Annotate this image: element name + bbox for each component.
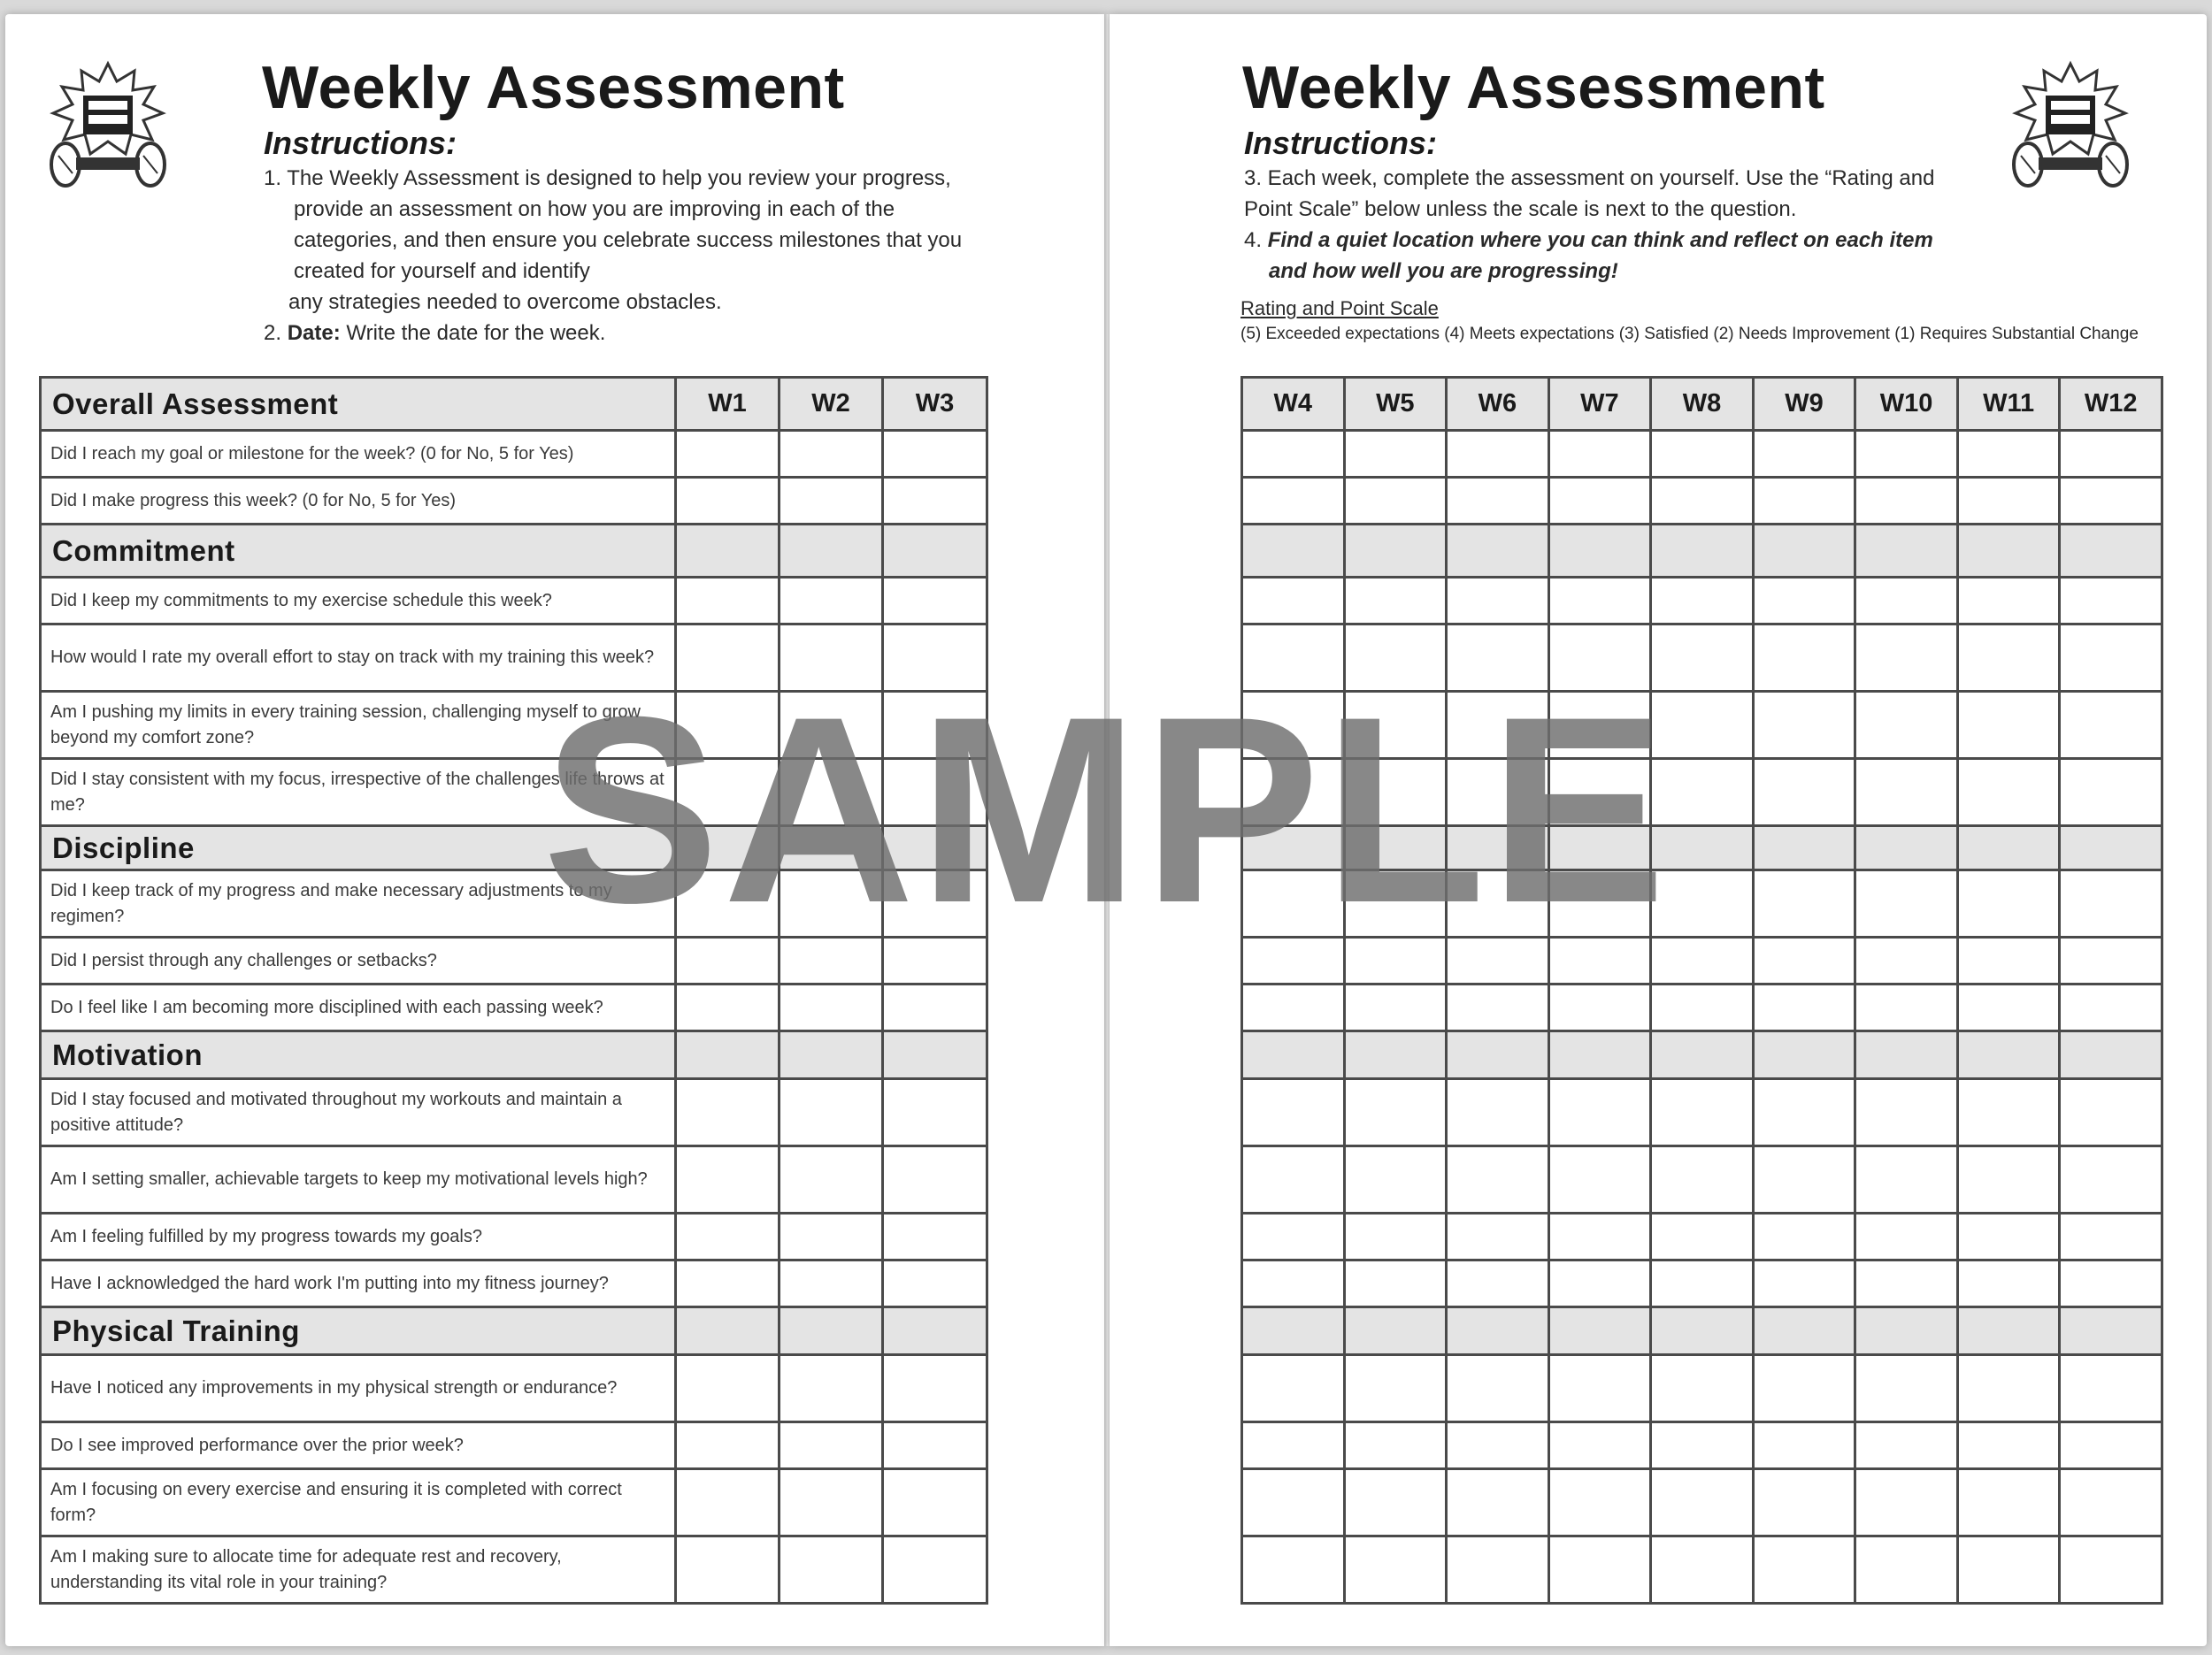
table-row xyxy=(1242,578,2162,624)
score-cell[interactable] xyxy=(1651,1355,1754,1422)
score-cell[interactable] xyxy=(1548,478,1651,525)
score-cell xyxy=(1548,525,1651,578)
score-cell xyxy=(1344,525,1447,578)
question-cell: Did I make progress this week? (0 for No, 5 for Yes) xyxy=(41,478,676,525)
score-cell xyxy=(1344,1307,1447,1355)
score-cell[interactable] xyxy=(1855,578,1958,624)
score-cell[interactable] xyxy=(1753,985,1855,1031)
score-cell[interactable] xyxy=(1855,1355,1958,1422)
score-cell[interactable] xyxy=(883,431,987,478)
score-cell xyxy=(1753,1307,1855,1355)
table-row xyxy=(41,478,987,525)
score-cell[interactable] xyxy=(676,1079,780,1146)
question-cell: Did I keep track of my progress and make necessary adjustments to my regimen? xyxy=(41,870,676,938)
table-row xyxy=(1242,478,2162,525)
score-cell[interactable] xyxy=(1344,1079,1447,1146)
score-cell xyxy=(1957,1307,2060,1355)
score-cell[interactable] xyxy=(2060,578,2162,624)
score-cell[interactable] xyxy=(1344,1355,1447,1422)
score-cell[interactable] xyxy=(1753,1469,1855,1536)
score-cell[interactable] xyxy=(883,1260,987,1307)
question-cell: Do I see improved performance over the prior week? xyxy=(41,1422,676,1469)
score-cell[interactable] xyxy=(1242,478,1345,525)
table-row xyxy=(41,1422,987,1469)
logo-icon xyxy=(2008,58,2132,191)
score-cell[interactable] xyxy=(1957,1260,2060,1307)
score-cell xyxy=(2060,1307,2162,1355)
score-cell[interactable] xyxy=(676,578,780,624)
score-cell[interactable] xyxy=(1344,431,1447,478)
score-cell[interactable] xyxy=(1957,478,2060,525)
question-cell: Am I making sure to allocate time for adequate rest and recovery, understanding its vital role in your training? xyxy=(41,1536,676,1604)
week-header: W4 xyxy=(1242,378,1345,431)
score-cell xyxy=(1242,1307,1345,1355)
score-cell[interactable] xyxy=(1855,1146,1958,1214)
rating-scale-text: (5) Exceeded expectations (4) Meets expectations (3) Satisfied (2) Needs Improvement (1) Requires Substantial Change xyxy=(1240,325,2139,343)
table-row xyxy=(1242,1146,2162,1214)
assessment-table-right xyxy=(1240,376,2163,1605)
score-cell xyxy=(1957,1031,2060,1079)
score-cell[interactable] xyxy=(1344,985,1447,1031)
score-cell[interactable] xyxy=(1651,1422,1754,1469)
score-cell[interactable] xyxy=(883,1536,987,1604)
score-cell[interactable] xyxy=(1242,578,1345,624)
score-cell[interactable] xyxy=(1242,431,1345,478)
score-cell xyxy=(1753,1031,1855,1079)
score-cell[interactable] xyxy=(1242,1146,1345,1214)
score-cell[interactable] xyxy=(2060,1260,2162,1307)
score-cell xyxy=(1855,1307,1958,1355)
score-cell[interactable] xyxy=(780,985,883,1031)
score-cell[interactable] xyxy=(883,478,987,525)
section-row xyxy=(41,1031,987,1079)
table-row xyxy=(1242,985,2162,1031)
score-cell xyxy=(1651,1031,1754,1079)
score-cell[interactable] xyxy=(1651,1469,1754,1536)
score-cell[interactable] xyxy=(1344,1422,1447,1469)
score-cell[interactable] xyxy=(2060,1214,2162,1260)
score-cell[interactable] xyxy=(883,1079,987,1146)
score-cell[interactable] xyxy=(1242,985,1345,1031)
rating-scale-heading: Rating and Point Scale xyxy=(1240,297,1439,319)
score-cell[interactable] xyxy=(1242,1260,1345,1307)
score-cell[interactable] xyxy=(1753,1536,1855,1604)
score-cell[interactable] xyxy=(676,431,780,478)
question-cell: Am I setting smaller, achievable targets to keep my motivational levels high? xyxy=(41,1146,676,1214)
section-row xyxy=(1242,1031,2162,1079)
score-cell[interactable] xyxy=(1242,1079,1345,1146)
section-label: Discipline xyxy=(41,826,676,870)
score-cell[interactable] xyxy=(1548,1260,1651,1307)
score-cell[interactable] xyxy=(1344,1146,1447,1214)
score-cell[interactable] xyxy=(1447,985,1549,1031)
section-row xyxy=(41,525,987,578)
score-cell[interactable] xyxy=(883,578,987,624)
section-label: Physical Training xyxy=(41,1307,676,1355)
instruction-line: Point Scale” below unless the scale is next to the question. xyxy=(1244,197,1797,221)
table-row xyxy=(1242,1536,2162,1604)
score-cell[interactable] xyxy=(883,1214,987,1260)
week-header: W2 xyxy=(780,378,883,431)
score-cell[interactable] xyxy=(676,1355,780,1422)
instruction-line: and how well you are progressing! xyxy=(1269,259,1618,283)
instruction-line: 1. The Weekly Assessment is designed to help you review your progress, xyxy=(264,166,951,190)
score-cell[interactable] xyxy=(1548,1079,1651,1146)
score-cell[interactable] xyxy=(676,985,780,1031)
score-cell[interactable] xyxy=(1242,1355,1345,1422)
score-cell[interactable] xyxy=(1344,1536,1447,1604)
category-header: Overall Assessment xyxy=(41,378,676,431)
week-header: W12 xyxy=(2060,378,2162,431)
score-cell[interactable] xyxy=(2060,938,2162,985)
score-cell xyxy=(1242,1031,1345,1079)
instruction-line: categories, and then ensure you celebrate success milestones that you xyxy=(294,228,963,252)
score-cell[interactable] xyxy=(1753,478,1855,525)
score-cell[interactable] xyxy=(1651,985,1754,1031)
score-cell xyxy=(1651,525,1754,578)
instructions-heading: Instructions: xyxy=(264,125,457,161)
score-cell[interactable] xyxy=(1447,478,1549,525)
question-cell: Have I acknowledged the hard work I'm putting into my fitness journey? xyxy=(41,1260,676,1307)
page-title: Weekly Assessment xyxy=(262,54,845,121)
score-cell[interactable] xyxy=(1957,1079,2060,1146)
score-cell[interactable] xyxy=(1548,578,1651,624)
instruction-line xyxy=(1244,225,1934,256)
score-cell[interactable] xyxy=(1548,1422,1651,1469)
question-cell: Am I pushing my limits in every training session, challenging myself to grow beyond my comfort zone? xyxy=(41,692,676,759)
score-cell[interactable] xyxy=(780,431,883,478)
table-row xyxy=(41,1079,987,1146)
score-cell[interactable] xyxy=(1651,1079,1754,1146)
score-cell[interactable] xyxy=(1242,1214,1345,1260)
table-row xyxy=(41,578,987,624)
score-cell[interactable] xyxy=(2060,1355,2162,1422)
score-cell xyxy=(2060,1031,2162,1079)
score-cell[interactable] xyxy=(2060,1422,2162,1469)
score-cell[interactable] xyxy=(780,1536,883,1604)
score-cell[interactable] xyxy=(1344,478,1447,525)
instructions-list xyxy=(264,163,962,349)
score-cell[interactable] xyxy=(1548,1355,1651,1422)
instruction-number: 4. xyxy=(1244,228,1268,252)
score-cell[interactable] xyxy=(1753,1146,1855,1214)
score-cell[interactable] xyxy=(1855,1214,1958,1260)
score-cell[interactable] xyxy=(1651,478,1754,525)
assessment-table-left xyxy=(39,376,988,1605)
score-cell[interactable] xyxy=(780,1146,883,1214)
score-cell[interactable] xyxy=(780,1260,883,1307)
score-cell[interactable] xyxy=(1447,1146,1549,1214)
score-cell[interactable] xyxy=(1753,938,1855,985)
score-cell[interactable] xyxy=(780,1214,883,1260)
score-cell[interactable] xyxy=(676,1260,780,1307)
instructions-heading: Instructions: xyxy=(1244,125,1438,161)
score-cell[interactable] xyxy=(1855,1260,1958,1307)
table-row xyxy=(1242,1260,2162,1307)
table-row xyxy=(41,1355,987,1422)
score-cell xyxy=(2060,525,2162,578)
score-cell[interactable] xyxy=(1957,1536,2060,1604)
score-cell[interactable] xyxy=(1447,431,1549,478)
score-cell[interactable] xyxy=(1957,431,2060,478)
score-cell[interactable] xyxy=(1548,1214,1651,1260)
score-cell[interactable] xyxy=(780,1422,883,1469)
score-cell xyxy=(1447,525,1549,578)
score-cell[interactable] xyxy=(1855,1536,1958,1604)
score-cell xyxy=(1447,1031,1549,1079)
question-cell: Am I focusing on every exercise and ensuring it is completed with correct form? xyxy=(41,1469,676,1536)
score-cell[interactable] xyxy=(1957,1422,2060,1469)
score-cell[interactable] xyxy=(883,1469,987,1536)
instruction-line: created for yourself and identify xyxy=(294,259,590,283)
question-cell: Do I feel like I am becoming more disciplined with each passing week? xyxy=(41,985,676,1031)
score-cell[interactable] xyxy=(1447,1422,1549,1469)
score-cell[interactable] xyxy=(1548,431,1651,478)
question-cell: Am I feeling fulfilled by my progress towards my goals? xyxy=(41,1214,676,1260)
score-cell[interactable] xyxy=(1855,938,1958,985)
score-cell xyxy=(1344,1031,1447,1079)
score-cell[interactable] xyxy=(1753,578,1855,624)
score-cell[interactable] xyxy=(1855,1469,1958,1536)
table-row xyxy=(1242,431,2162,478)
score-cell xyxy=(1548,1307,1651,1355)
week-header: W1 xyxy=(676,378,780,431)
score-cell[interactable] xyxy=(676,478,780,525)
table-row xyxy=(1242,1355,2162,1422)
score-cell[interactable] xyxy=(676,1536,780,1604)
table-row xyxy=(41,985,987,1031)
score-cell[interactable] xyxy=(1957,578,2060,624)
score-cell[interactable] xyxy=(1242,1536,1345,1604)
score-cell[interactable] xyxy=(1957,1355,2060,1422)
score-cell[interactable] xyxy=(1344,578,1447,624)
table-row xyxy=(41,1260,987,1307)
week-header: W3 xyxy=(883,378,987,431)
table-header-row xyxy=(41,378,987,431)
score-cell[interactable] xyxy=(780,1469,883,1536)
score-cell xyxy=(1957,525,2060,578)
week-header: W6 xyxy=(1447,378,1549,431)
score-cell[interactable] xyxy=(1855,1422,1958,1469)
score-cell[interactable] xyxy=(2060,1146,2162,1214)
score-cell[interactable] xyxy=(2060,478,2162,525)
score-cell[interactable] xyxy=(2060,1079,2162,1146)
score-cell[interactable] xyxy=(1651,431,1754,478)
instruction-bold: Date: xyxy=(287,321,341,345)
table-row xyxy=(1242,1214,2162,1260)
score-cell[interactable] xyxy=(1753,1079,1855,1146)
score-cell xyxy=(1855,525,1958,578)
instruction-line xyxy=(264,318,962,349)
score-cell[interactable] xyxy=(676,1469,780,1536)
table-row xyxy=(41,1469,987,1536)
score-cell[interactable] xyxy=(1447,1214,1549,1260)
week-header: W10 xyxy=(1855,378,1958,431)
score-cell xyxy=(1651,1307,1754,1355)
question-cell: Did I stay consistent with my focus, irrespective of the challenges life throws at me? xyxy=(41,759,676,826)
week-header: W9 xyxy=(1753,378,1855,431)
score-cell[interactable] xyxy=(1753,1260,1855,1307)
score-cell[interactable] xyxy=(2060,985,2162,1031)
score-cell[interactable] xyxy=(1242,1469,1345,1536)
logo-icon xyxy=(46,58,170,191)
instruction-number: 2. xyxy=(264,321,288,345)
score-cell[interactable] xyxy=(1957,985,2060,1031)
week-header: W5 xyxy=(1344,378,1447,431)
section-row xyxy=(41,1307,987,1355)
table-row xyxy=(41,1214,987,1260)
score-cell[interactable] xyxy=(883,1146,987,1214)
instruction-text: Write the date for the week. xyxy=(340,321,606,345)
score-cell xyxy=(1447,1307,1549,1355)
score-cell[interactable] xyxy=(1447,1079,1549,1146)
score-cell[interactable] xyxy=(1855,1079,1958,1146)
score-cell[interactable] xyxy=(1447,1469,1549,1536)
score-cell[interactable] xyxy=(1548,1536,1651,1604)
table-row xyxy=(41,431,987,478)
table-row xyxy=(1242,1079,2162,1146)
score-cell[interactable] xyxy=(883,985,987,1031)
score-cell[interactable] xyxy=(2060,1469,2162,1536)
section-label: Commitment xyxy=(41,525,676,578)
instruction-line: 3. Each week, complete the assessment on yourself. Use the “Rating and xyxy=(1244,166,1935,190)
score-cell xyxy=(1753,525,1855,578)
score-cell[interactable] xyxy=(1957,1214,2060,1260)
instruction-line: provide an assessment on how you are improving in each of the xyxy=(294,197,895,221)
score-cell[interactable] xyxy=(1651,578,1754,624)
section-label: Motivation xyxy=(41,1031,676,1079)
score-cell[interactable] xyxy=(676,1146,780,1214)
page-title: Weekly Assessment xyxy=(1242,54,1825,121)
score-cell[interactable] xyxy=(2060,431,2162,478)
score-cell[interactable] xyxy=(1344,1260,1447,1307)
score-cell[interactable] xyxy=(1344,1214,1447,1260)
score-cell[interactable] xyxy=(883,1355,987,1422)
week-header: W8 xyxy=(1651,378,1754,431)
score-cell[interactable] xyxy=(1753,1422,1855,1469)
score-cell[interactable] xyxy=(1855,985,1958,1031)
score-cell[interactable] xyxy=(780,478,883,525)
table-header-row xyxy=(1242,378,2162,431)
score-cell[interactable] xyxy=(1753,1214,1855,1260)
table-row xyxy=(1242,1422,2162,1469)
score-cell[interactable] xyxy=(1855,431,1958,478)
week-header: W11 xyxy=(1957,378,2060,431)
score-cell xyxy=(1855,1031,1958,1079)
score-cell[interactable] xyxy=(1957,1469,2060,1536)
score-cell[interactable] xyxy=(1447,1260,1549,1307)
instructions-list xyxy=(1244,163,1934,287)
question-cell: Have I noticed any improvements in my physical strength or endurance? xyxy=(41,1355,676,1422)
table-row xyxy=(41,1146,987,1214)
score-cell[interactable] xyxy=(1242,1422,1345,1469)
sample-watermark: SAMPLE xyxy=(541,661,1671,958)
score-grid xyxy=(1242,431,2162,1604)
score-cell[interactable] xyxy=(780,1355,883,1422)
score-cell[interactable] xyxy=(1855,478,1958,525)
score-cell[interactable] xyxy=(780,578,883,624)
score-cell[interactable] xyxy=(1651,1146,1754,1214)
table-row xyxy=(1242,1469,2162,1536)
question-cell: Did I keep my commitments to my exercise schedule this week? xyxy=(41,578,676,624)
score-cell[interactable] xyxy=(2060,1536,2162,1604)
table-row xyxy=(41,1536,987,1604)
score-cell[interactable] xyxy=(1447,578,1549,624)
score-cell[interactable] xyxy=(1548,1469,1651,1536)
score-cell[interactable] xyxy=(780,1079,883,1146)
score-cell[interactable] xyxy=(883,1422,987,1469)
instruction-line: any strategies needed to overcome obstacles. xyxy=(288,290,722,314)
score-cell[interactable] xyxy=(1548,1146,1651,1214)
section-row xyxy=(1242,1307,2162,1355)
score-cell[interactable] xyxy=(1651,1260,1754,1307)
score-cell xyxy=(1242,525,1345,578)
score-cell[interactable] xyxy=(1651,1214,1754,1260)
score-cell[interactable] xyxy=(1957,1146,2060,1214)
question-cell: Did I persist through any challenges or setbacks? xyxy=(41,938,676,985)
score-cell[interactable] xyxy=(676,1214,780,1260)
instruction-text: Find a quiet location where you can think and reflect on each item xyxy=(1267,228,1933,252)
score-cell[interactable] xyxy=(1957,938,2060,985)
score-cell[interactable] xyxy=(1447,1536,1549,1604)
score-cell[interactable] xyxy=(1651,1536,1754,1604)
score-cell[interactable] xyxy=(676,1422,780,1469)
score-cell[interactable] xyxy=(1753,431,1855,478)
score-cell[interactable] xyxy=(1447,1355,1549,1422)
score-cell[interactable] xyxy=(1344,1469,1447,1536)
question-cell: Did I reach my goal or milestone for the week? (0 for No, 5 for Yes) xyxy=(41,431,676,478)
week-header: W7 xyxy=(1548,378,1651,431)
score-cell xyxy=(1548,1031,1651,1079)
question-cell: Did I stay focused and motivated throughout my workouts and maintain a positive attitude? xyxy=(41,1079,676,1146)
section-row xyxy=(1242,525,2162,578)
question-cell: How would I rate my overall effort to stay on track with my training this week? xyxy=(41,624,676,692)
score-cell[interactable] xyxy=(1753,1355,1855,1422)
score-cell[interactable] xyxy=(1548,985,1651,1031)
